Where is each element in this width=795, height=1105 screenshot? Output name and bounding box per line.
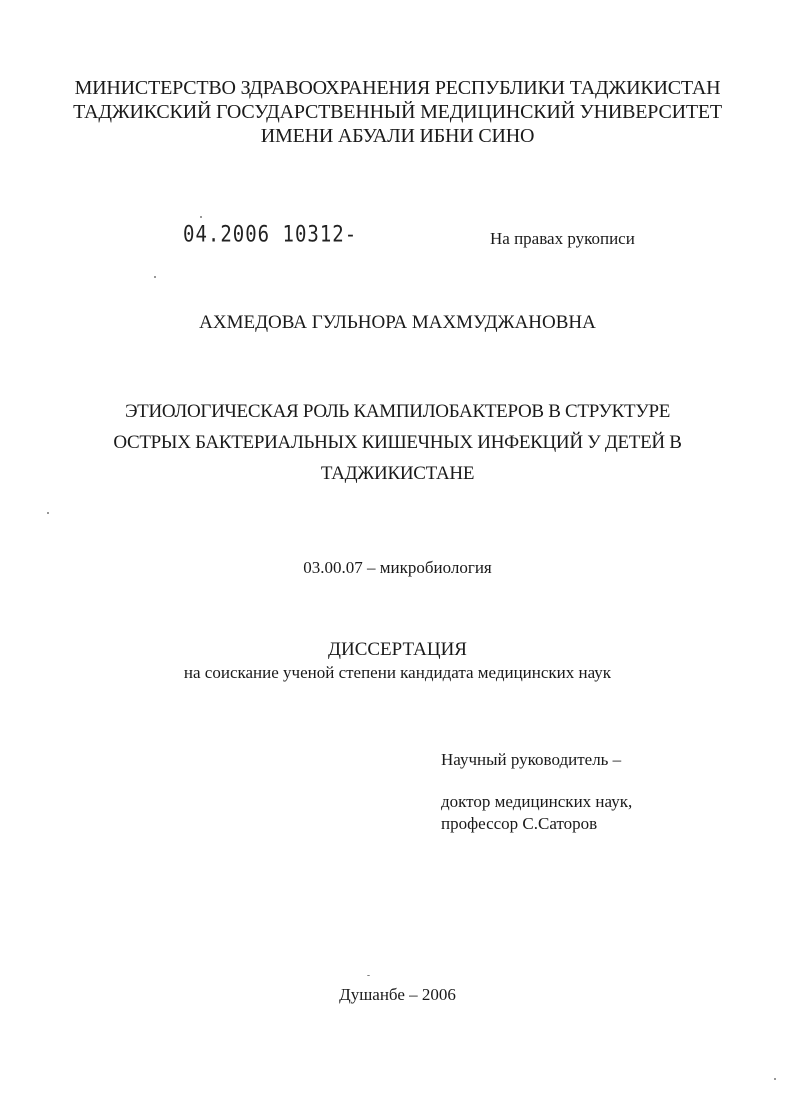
title-line-1: ЭТИОЛОГИЧЕСКАЯ РОЛЬ КАМПИЛОБАКТЕРОВ В СТРУКТУРЕ xyxy=(124,401,671,422)
library-stamp-number: 04.2006 10312- xyxy=(183,222,358,248)
institution-header xyxy=(0,76,795,148)
author-name: АХМЕДОВА ГУЛЬНОРА МАХМУДЖАНОВНА xyxy=(199,312,596,333)
scan-speck xyxy=(367,975,370,976)
supervisor-degree: доктор медицинских наук, xyxy=(441,792,633,811)
supervisor-label: Научный руководитель – xyxy=(441,750,622,769)
document-type: ДИССЕРТАЦИЯ xyxy=(328,639,467,660)
dissertation-title xyxy=(0,396,795,489)
ministry-line: МИНИСТЕРСТВО ЗДРАВООХРАНЕНИЯ РЕСПУБЛИКИ ТАДЖИКИСТАН xyxy=(74,77,721,99)
university-name-line: ИМЕНИ АБУАЛИ ИБНИ СИНО xyxy=(260,125,535,147)
rights-notice: На правах рукописи xyxy=(490,229,635,248)
university-line: ТАДЖИКСКИЙ ГОСУДАРСТВЕННЫЙ МЕДИЦИНСКИЙ УНИВЕРСИТЕТ xyxy=(73,101,722,123)
title-line-3: ТАДЖИКИСТАНЕ xyxy=(320,463,475,484)
scan-speck xyxy=(774,1078,776,1080)
scan-speck xyxy=(200,216,202,218)
scan-speck xyxy=(47,512,49,514)
scan-speck xyxy=(154,276,156,278)
place-and-year: Душанбе – 2006 xyxy=(339,985,456,1004)
degree-sought: на соискание ученой степени кандидата медицинских наук xyxy=(183,663,612,682)
supervisor-name: профессор С.Саторов xyxy=(441,814,598,833)
title-line-2: ОСТРЫХ БАКТЕРИАЛЬНЫХ КИШЕЧНЫХ ИНФЕКЦИЙ У ДЕТЕЙ В xyxy=(113,432,682,453)
specialty-code: 03.00.07 – микробиология xyxy=(303,558,492,577)
